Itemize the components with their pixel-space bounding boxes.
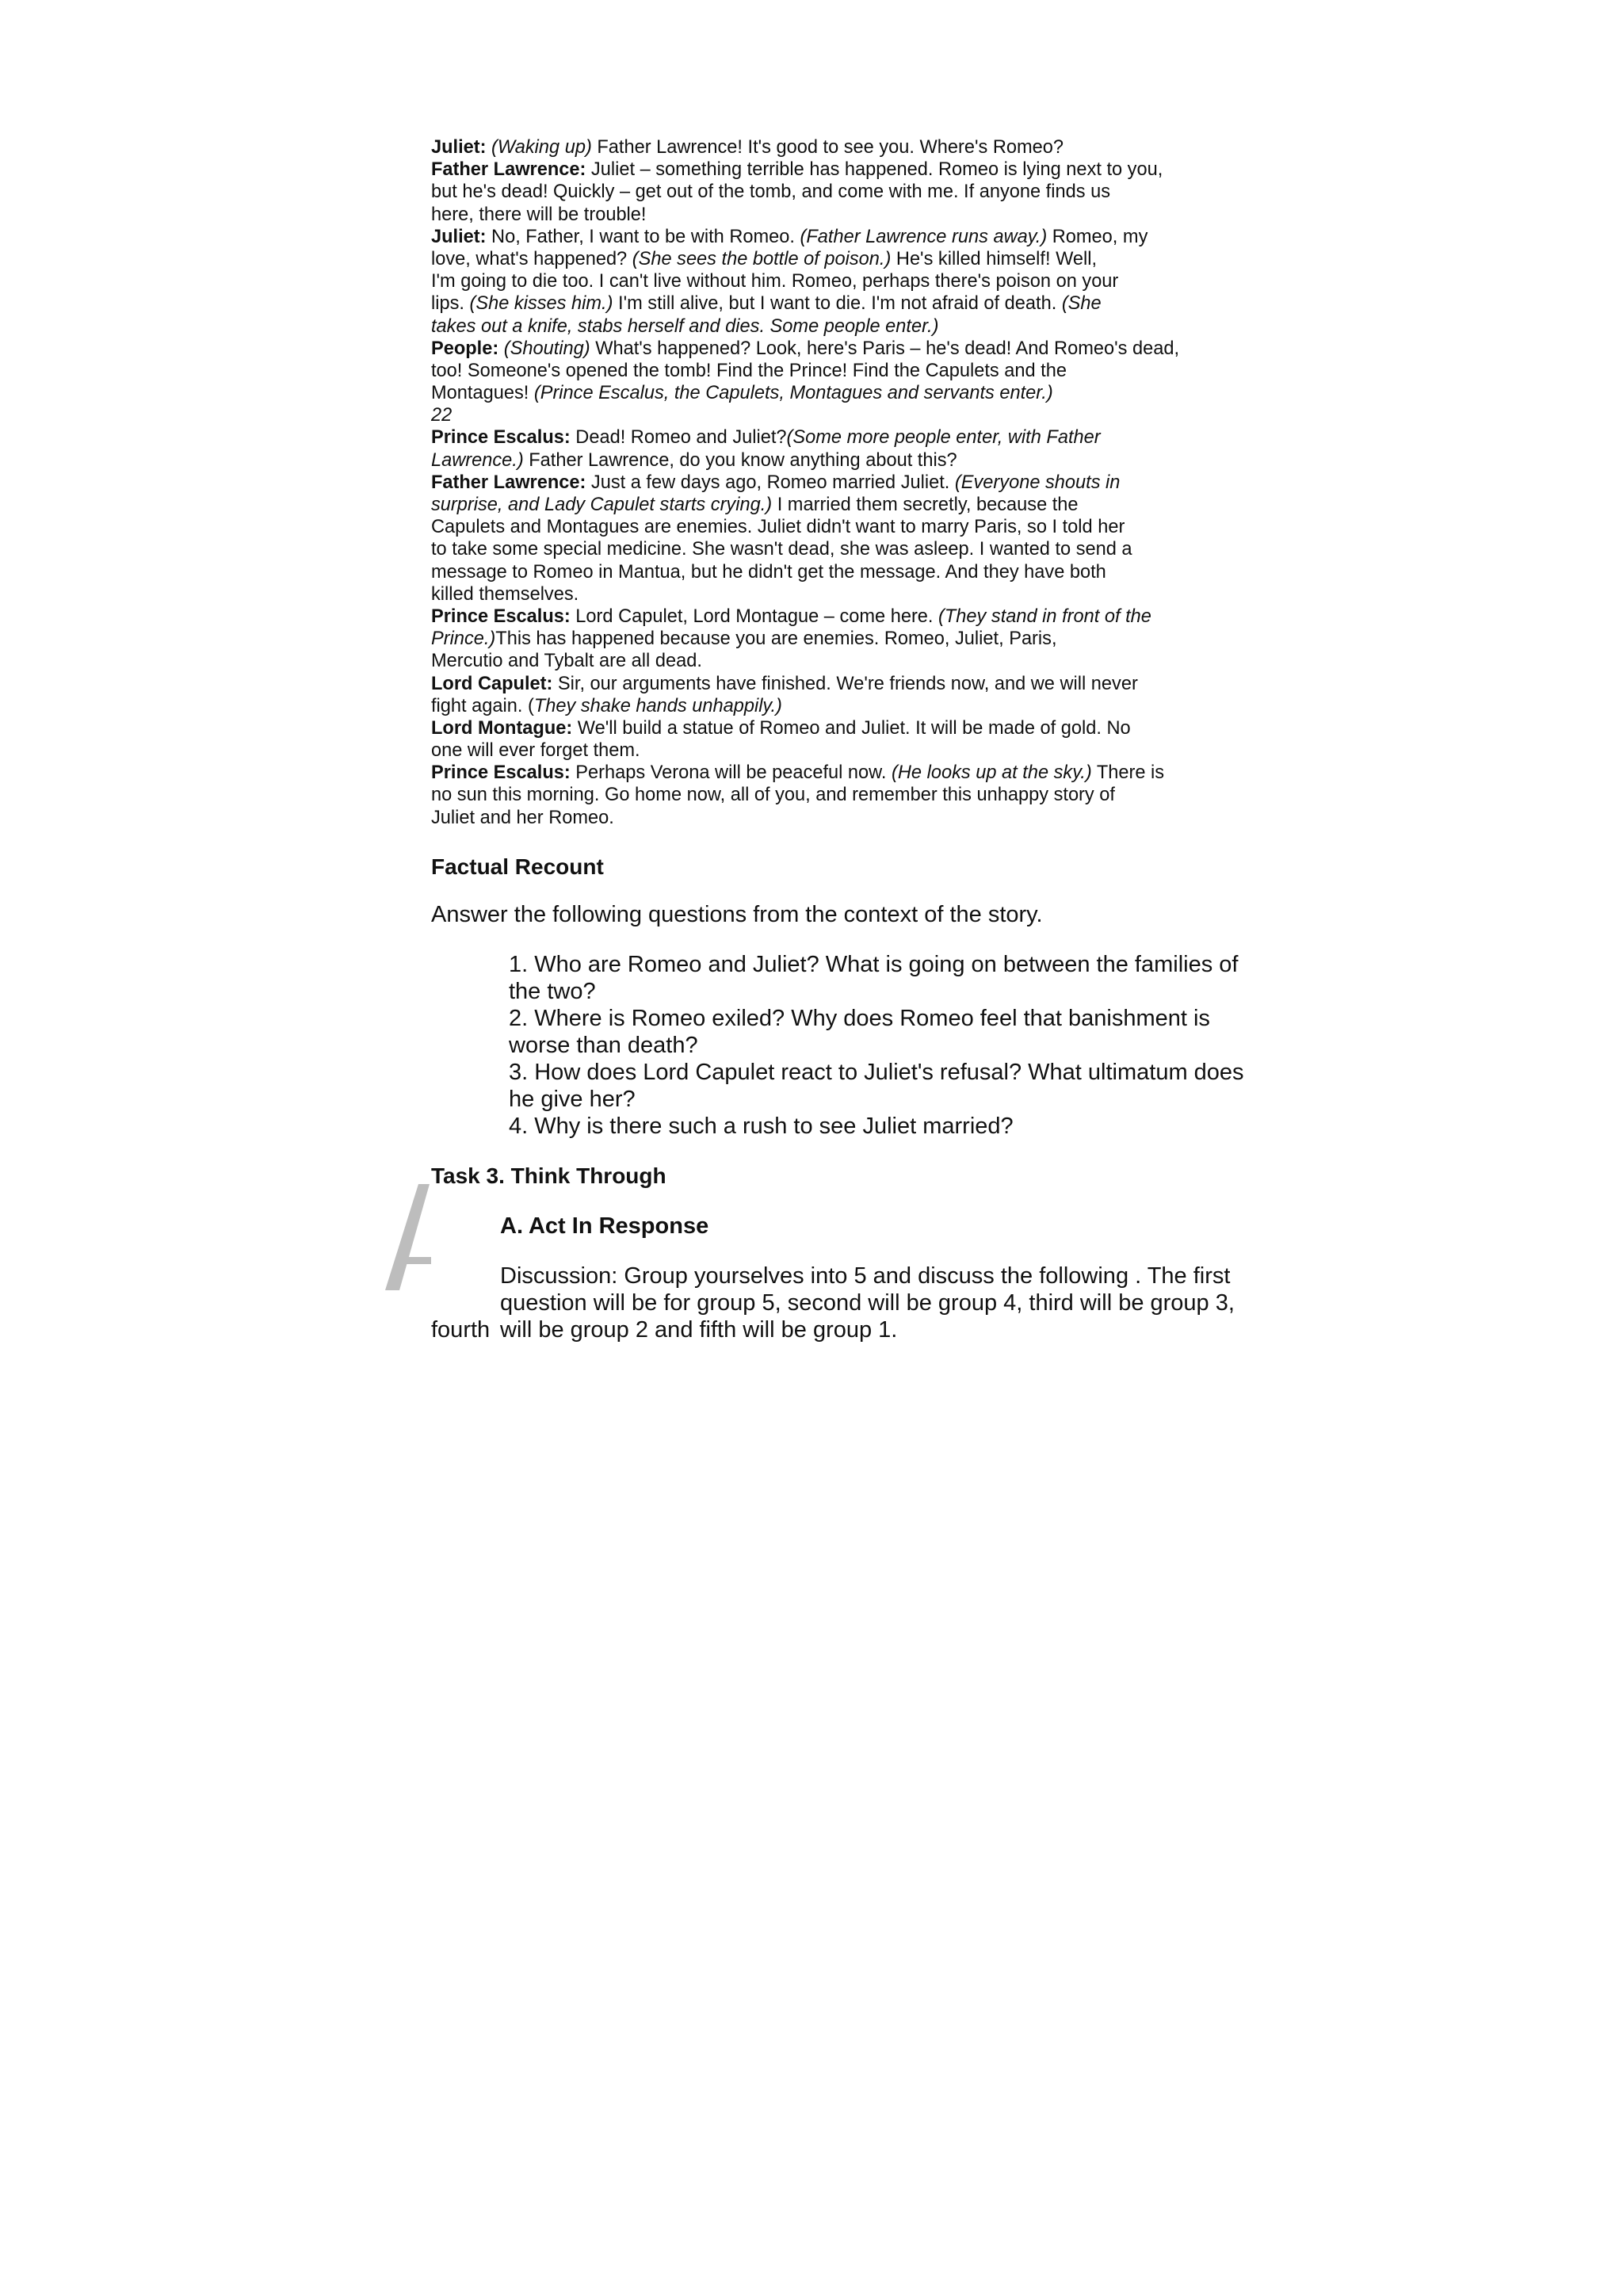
dialogue-text: here, there will be trouble! bbox=[431, 204, 647, 225]
stage-direction: surprise, and Lady Capulet starts crying.) bbox=[431, 495, 773, 515]
script-line bbox=[431, 561, 1224, 583]
discussion-line: will be group 2 and fifth will be group 1. bbox=[500, 1317, 898, 1343]
discussion-line: Discussion: Group yourselves into 5 and discuss the following . The first bbox=[500, 1263, 1231, 1289]
dialogue-text: Father Lawrence! It's good to see you. Where's Romeo? bbox=[591, 137, 1064, 158]
script-line bbox=[431, 181, 1224, 203]
dialogue-text: message to Romeo in Mantua, but he didn't get the message. And they have both bbox=[431, 561, 1106, 583]
speaker-name: Prince Escalus: bbox=[431, 762, 571, 784]
dialogue-text: Juliet – something terrible has happened. Romeo is lying next to you, bbox=[586, 159, 1163, 181]
question-line: worse than death? bbox=[509, 1033, 698, 1058]
question-line: the two? bbox=[509, 979, 596, 1004]
script-line bbox=[431, 650, 1224, 672]
dialogue-text: Lord Capulet, Lord Montague – come here. bbox=[570, 606, 939, 627]
question-line: 4. Why is there such a rush to see Juliet married? bbox=[509, 1114, 1014, 1139]
stage-direction: Prince.) bbox=[431, 628, 496, 650]
script-line bbox=[431, 695, 1224, 717]
script-line bbox=[431, 516, 1224, 538]
discussion-line: question will be for group 5, second will be group 4, third will be group 3, bbox=[500, 1290, 1235, 1316]
script-line bbox=[431, 159, 1224, 181]
dialogue-text: Just a few days ago, Romeo married Juliet. bbox=[586, 472, 955, 493]
play-script bbox=[431, 136, 1224, 829]
script-line bbox=[431, 538, 1224, 560]
dialogue-text: one will ever forget them. bbox=[431, 740, 640, 762]
script-line bbox=[431, 382, 1224, 404]
stage-direction: (Some more people enter, with Father bbox=[786, 427, 1101, 449]
speaker-name: Juliet: bbox=[431, 226, 487, 247]
speaker-name: Father Lawrence: bbox=[431, 159, 586, 181]
discussion-fourth-label: fourth bbox=[431, 1317, 491, 1343]
script-line bbox=[431, 248, 1224, 270]
script-line bbox=[431, 606, 1224, 628]
stage-direction: Lawrence.) bbox=[431, 449, 524, 471]
stage-direction: takes out a knife, stabs herself and dies. Some people enter.) bbox=[431, 315, 939, 337]
stage-direction: (Shouting) bbox=[503, 338, 590, 359]
stage-direction: (They stand in front of the bbox=[938, 606, 1151, 627]
script-line bbox=[431, 338, 1224, 360]
stage-direction: (She sees the bottle of poison.) bbox=[632, 248, 892, 269]
speaker-name: People: bbox=[431, 338, 499, 359]
dialogue-text: too! Someone's opened the tomb! Find the Prince! Find the Capulets and the bbox=[431, 360, 1067, 381]
stage-direction: (Everyone shouts in bbox=[954, 472, 1121, 493]
speaker-name: Juliet: bbox=[431, 137, 487, 158]
script-line bbox=[431, 472, 1224, 494]
dialogue-text: Father Lawrence, do you know anything about this? bbox=[523, 449, 957, 471]
dialogue-text: Mercutio and Tybalt are all dead. bbox=[431, 651, 702, 672]
stage-direction: They shake hands unhappily.) bbox=[533, 695, 782, 716]
dialogue-text: What's happened? Look, here's Paris – he's dead! And Romeo's dead, bbox=[590, 338, 1179, 359]
dialogue-text: This has happened because you are enemies. Romeo, Juliet, Paris, bbox=[495, 628, 1057, 650]
dialogue-text: Romeo, my bbox=[1047, 226, 1148, 247]
dialogue-text: love, what's happened? bbox=[431, 248, 632, 269]
question-line: 1. Who are Romeo and Juliet? What is going on between the families of bbox=[509, 952, 1239, 977]
dialogue-text: Dead! Romeo and Juliet? bbox=[570, 427, 787, 449]
speaker-name: Lord Capulet: bbox=[431, 673, 553, 694]
letter-a-watermark-icon bbox=[384, 1181, 455, 1292]
script-line bbox=[431, 717, 1224, 739]
stage-direction: (Father Lawrence runs away.) bbox=[800, 226, 1048, 247]
script-line bbox=[431, 449, 1224, 472]
speaker-name: Prince Escalus: bbox=[431, 427, 571, 449]
dialogue-text: fight again. ( bbox=[431, 695, 534, 716]
script-line bbox=[431, 673, 1224, 695]
speaker-name: Lord Montague: bbox=[431, 717, 573, 739]
discussion-text bbox=[500, 1263, 1235, 1343]
stage-direction: (She bbox=[1061, 293, 1102, 315]
script-line bbox=[431, 404, 1224, 426]
dialogue-text: Perhaps Verona will be peaceful now. bbox=[570, 762, 892, 784]
dialogue-text: He's killed himself! Well, bbox=[891, 248, 1098, 269]
dialogue-text: Sir, our arguments have finished. We're friends now, and we will never bbox=[552, 673, 1138, 694]
script-line bbox=[431, 784, 1224, 806]
dialogue-text: I'm still alive, but I want to die. I'm not afraid of death. bbox=[613, 293, 1062, 315]
factual-recount-heading: Factual Recount bbox=[431, 854, 604, 879]
script-line bbox=[431, 136, 1224, 159]
script-line bbox=[431, 807, 1224, 829]
dialogue-text: killed themselves. bbox=[431, 583, 579, 605]
script-line bbox=[431, 739, 1224, 762]
dialogue-text: There is bbox=[1091, 762, 1165, 784]
script-line bbox=[431, 426, 1224, 449]
script-line bbox=[431, 762, 1224, 784]
dialogue-text: but he's dead! Quickly – get out of the tomb, and come with me. If anyone finds us bbox=[431, 181, 1110, 203]
dialogue-text: No, Father, I want to be with Romeo. bbox=[486, 226, 800, 247]
stage-direction: (Prince Escalus, the Capulets, Montagues and servants enter.) bbox=[533, 383, 1053, 404]
stage-direction: (She kisses him.) bbox=[469, 293, 613, 315]
dialogue-text: to take some special medicine. She wasn't dead, she was asleep. I wanted to send a bbox=[431, 539, 1132, 560]
stage-direction: (Waking up) bbox=[491, 137, 592, 158]
task3-heading: Task 3. Think Through bbox=[431, 1163, 666, 1188]
dialogue-text: Capulets and Montagues are enemies. Juliet didn't want to marry Paris, so I told her bbox=[431, 517, 1125, 538]
script-line bbox=[431, 270, 1224, 292]
dialogue-text: We'll build a statue of Romeo and Juliet. It will be made of gold. No bbox=[572, 717, 1131, 739]
script-line bbox=[431, 204, 1224, 226]
act-in-response-subheading: A. Act In Response bbox=[500, 1213, 709, 1239]
question-line: 2. Where is Romeo exiled? Why does Romeo feel that banishment is bbox=[509, 1006, 1210, 1031]
stage-direction: 22 bbox=[431, 405, 453, 426]
dialogue-text: I married them secretly, because the bbox=[772, 495, 1079, 515]
script-line bbox=[431, 583, 1224, 606]
script-line bbox=[431, 494, 1224, 516]
dialogue-text: Montagues! bbox=[431, 383, 534, 404]
question-line: he give her? bbox=[509, 1087, 636, 1112]
dialogue-text: lips. bbox=[431, 293, 470, 315]
script-line bbox=[431, 315, 1224, 338]
script-line bbox=[431, 628, 1224, 650]
script-line bbox=[431, 226, 1224, 248]
dialogue-text: I'm going to die too. I can't live without him. Romeo, perhaps there's poison on your bbox=[431, 271, 1119, 292]
question-line: 3. How does Lord Capulet react to Juliet's refusal? What ultimatum does bbox=[509, 1060, 1244, 1085]
speaker-name: Prince Escalus: bbox=[431, 606, 571, 627]
speaker-name: Father Lawrence: bbox=[431, 472, 586, 493]
dialogue-text: no sun this morning. Go home now, all of you, and remember this unhappy story of bbox=[431, 785, 1115, 806]
instruction-text: Answer the following questions from the context of the story. bbox=[431, 902, 1043, 927]
script-line bbox=[431, 292, 1224, 315]
stage-direction: (He looks up at the sky.) bbox=[892, 762, 1092, 784]
script-line bbox=[431, 360, 1224, 382]
dialogue-text: Juliet and her Romeo. bbox=[431, 807, 614, 828]
question-list bbox=[509, 951, 1244, 1140]
